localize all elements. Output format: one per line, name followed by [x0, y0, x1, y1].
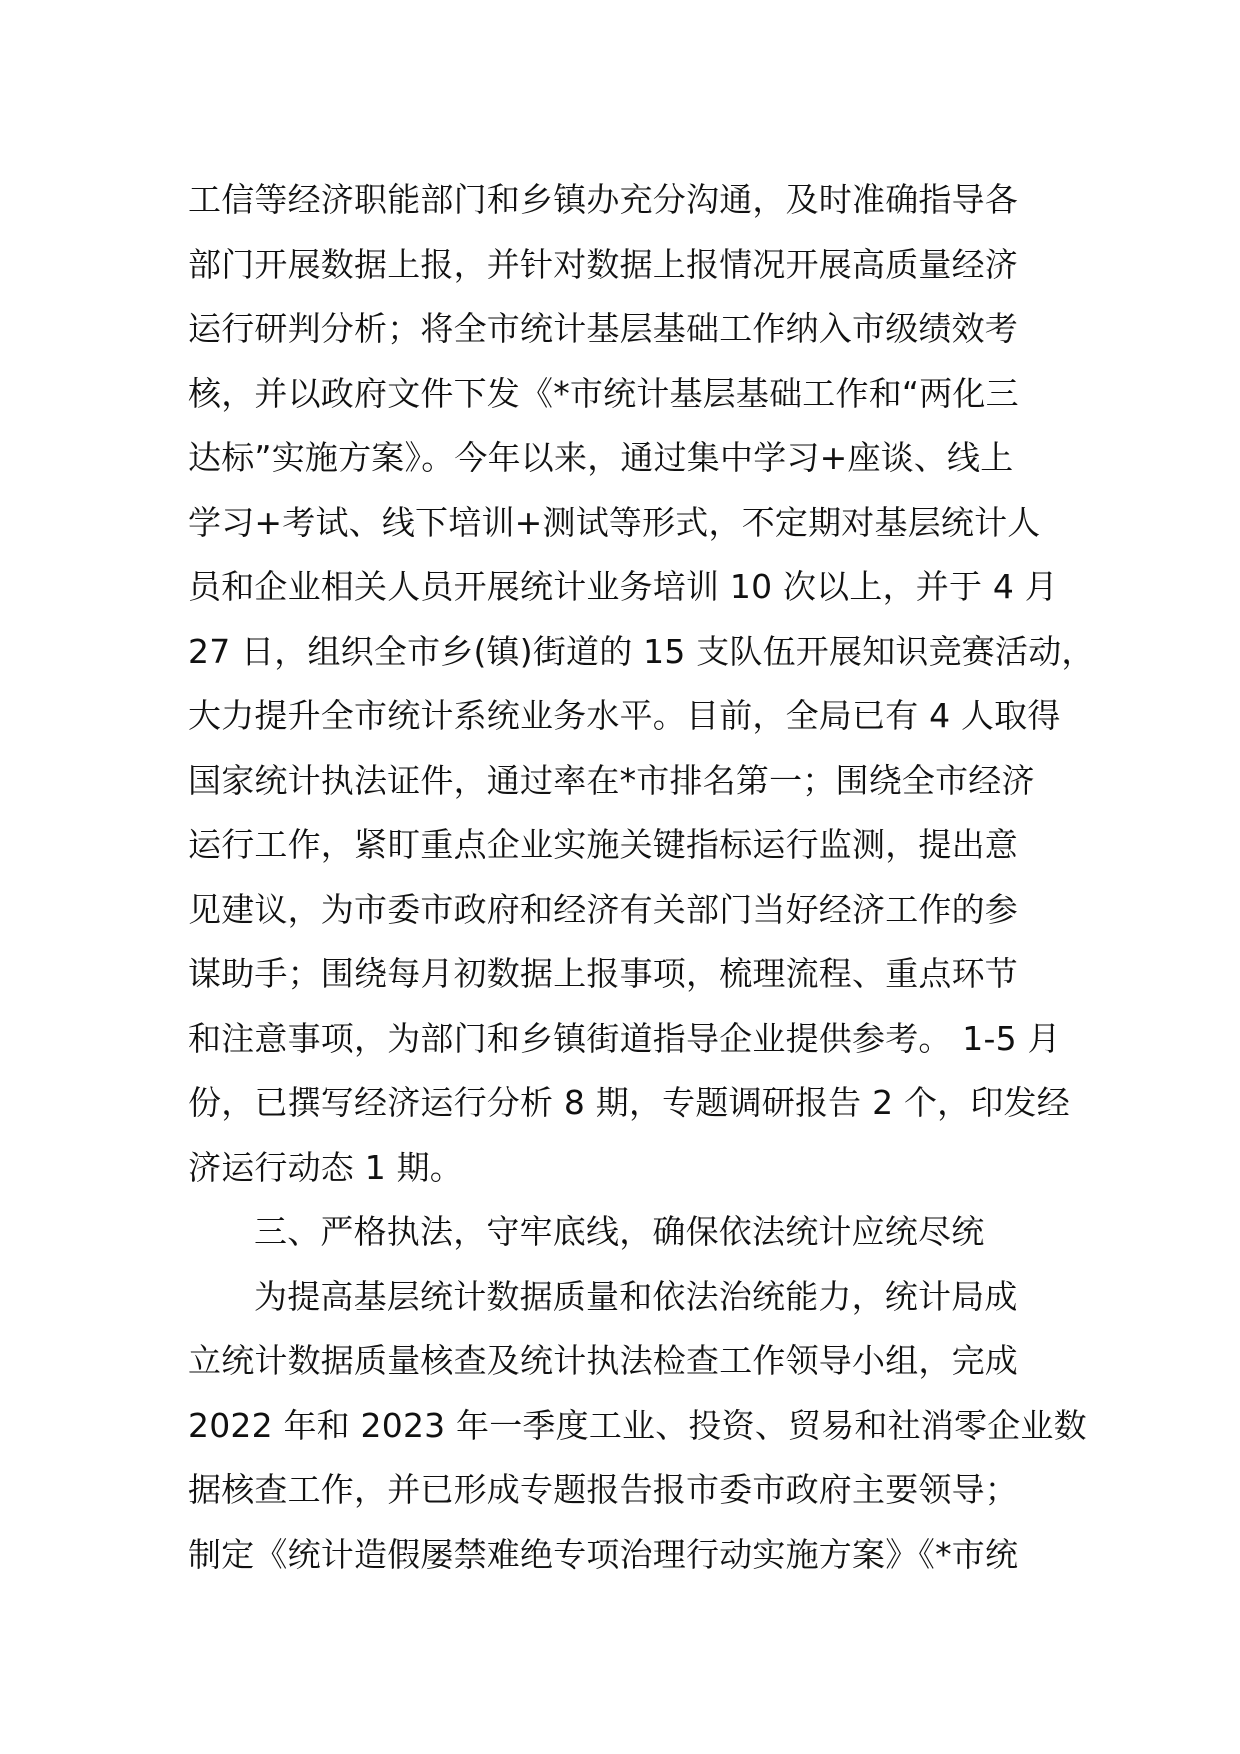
- body-line: 核，并以政府文件下发《*市统计基层基础工作和“两化三: [188, 373, 1019, 413]
- body-line: 员和企业相关人员开展统计业务培训 10 次以上，并于 4 月: [188, 567, 1058, 606]
- body-line: 2022 年和 2023 年一季度工业、投资、贸易和社消零企业数: [188, 1405, 1087, 1445]
- body-line: 达标”实施方案》。今年以来，通过集中学习+座谈、线上: [188, 438, 1014, 477]
- body-line: 和注意事项，为部门和乡镇街道指导企业提供参考。 1-5 月: [188, 1018, 1061, 1058]
- body-line: 立统计数据质量核查及统计执法检查工作领导小组，完成: [188, 1341, 1018, 1380]
- body-line: 据核查工作，并已形成专题报告报市委市政府主要领导；: [188, 1470, 1018, 1509]
- body-line: 谋助手；围绕每月初数据上报事项，梳理流程、重点环节: [188, 954, 1018, 993]
- body-line: 为提高基层统计数据质量和依法治统能力，统计局成: [254, 1276, 1018, 1316]
- body-line: 运行工作，紧盯重点企业实施关键指标运行监测，提出意: [188, 825, 1018, 864]
- body-line: 运行研判分析；将全市统计基层基础工作纳入市级绩效考: [188, 309, 1018, 348]
- body-line: 部门开展数据上报，并针对数据上报情况开展高质量经济: [188, 244, 1018, 284]
- body-line: 份，已撰写经济运行分析 8 期，专题调研报告 2 个，印发经: [188, 1083, 1070, 1122]
- body-line: 国家统计执法证件，通过率在*市排名第一；围绕全市经济: [188, 760, 1035, 800]
- body-line: 见建议，为市委市政府和经济有关部门当好经济工作的参: [188, 889, 1018, 929]
- body-line: 制定《统计造假屡禁难绝专项治理行动实施方案》《*市统: [188, 1534, 1019, 1574]
- body-line: 27 日，组织全市乡(镇)街道的 15 支队伍开展知识竞赛活动，: [188, 631, 1095, 671]
- section-heading: 三、严格执法，守牢底线，确保依法统计应统尽统: [254, 1212, 985, 1251]
- body-line: 大力提升全市统计系统业务水平。目前，全局已有 4 人取得: [188, 696, 1061, 735]
- body-line: 学习+考试、线下培训+测试等形式，不定期对基层统计人: [188, 502, 1041, 542]
- body-line: 济运行动态 1 期。: [188, 1147, 463, 1187]
- document-body: [188, 168, 1095, 1587]
- body-line: 工信等经济职能部门和乡镇办充分沟通，及时准确指导各: [188, 180, 1018, 219]
